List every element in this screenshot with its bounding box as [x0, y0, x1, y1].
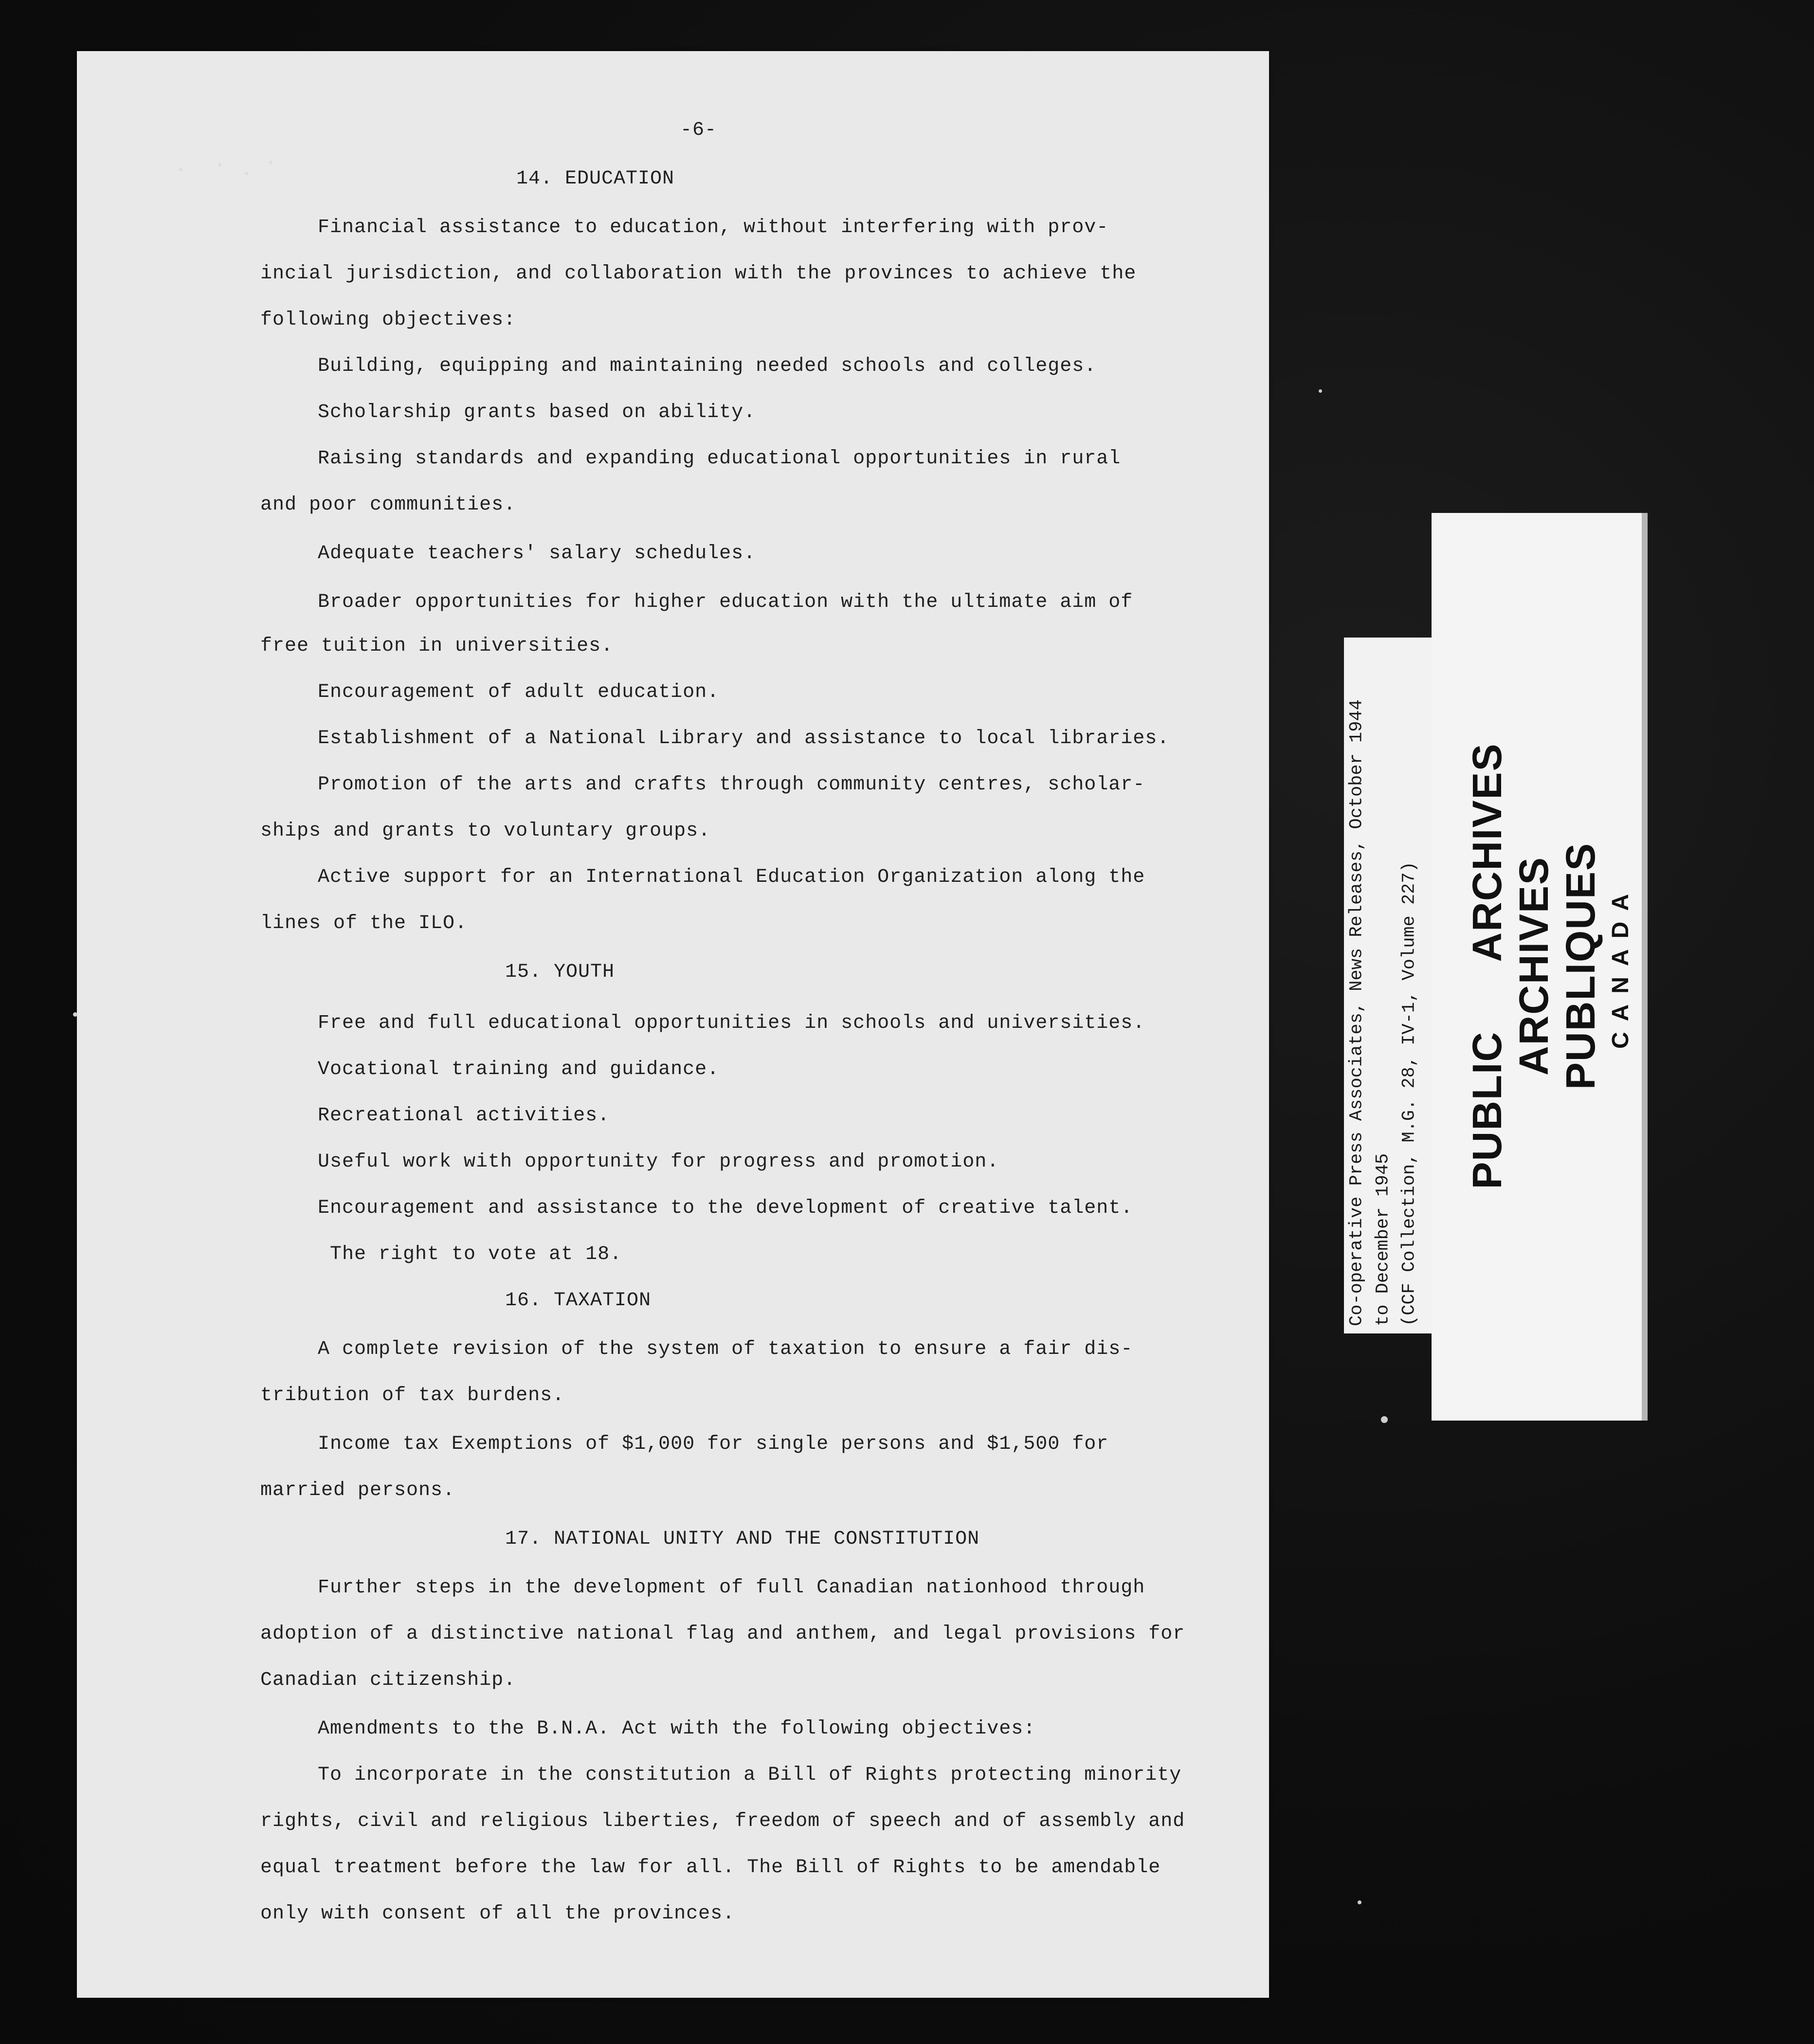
heading-national-unity: 17. NATIONAL UNITY AND THE CONSTITUTION [505, 1528, 980, 1550]
archive-reference-line: Co-operative Press Associates, News Releases, October 1944 [1346, 699, 1367, 1326]
archives-stamp-text [1464, 723, 1633, 1209]
stamp-line-public-archives: PUBLIC ARCHIVES [1464, 743, 1510, 1189]
paragraph-line: Amendments to the B.N.A. Act with the following objectives: [318, 1718, 1036, 1740]
paragraph-line: tribution of tax burdens. [260, 1385, 565, 1406]
paragraph-line: Further steps in the development of full Canadian nationhood through [318, 1577, 1145, 1599]
film-speck [1358, 1900, 1361, 1904]
paragraph-line: Free and full educational opportunities in schools and universities. [318, 1012, 1145, 1034]
paragraph-line: free tuition in universities. [260, 635, 614, 657]
paragraph-line: A complete revision of the system of taxation to ensure a fair dis- [318, 1338, 1133, 1360]
paragraph-line: Adequate teachers' salary schedules. [318, 543, 756, 565]
stamp-line-archives-publiques: ARCHIVES PUBLIQUES [1511, 842, 1603, 1090]
paragraph-line: lines of the ILO. [260, 912, 468, 934]
archive-reference-line: (CCF Collection, M.G. 28, IV-1, Volume 227) [1399, 861, 1420, 1326]
paragraph-line: adoption of a distinctive national flag and anthem, and legal provisions for [260, 1623, 1185, 1645]
paragraph-line: equal treatment before the law for all. The Bill of Rights to be amendable [260, 1857, 1161, 1879]
stamp-line-canada: CANADA [1608, 883, 1633, 1049]
paragraph-line: Scholarship grants based on ability. [318, 402, 756, 423]
paragraph-line: married persons. [260, 1479, 455, 1501]
paragraph-line: Financial assistance to education, without interfering with prov- [318, 217, 1109, 238]
paragraph-line: Vocational training and guidance. [318, 1058, 720, 1080]
film-speck [1319, 389, 1322, 393]
paragraph-line: Building, equipping and maintaining needed schools and colleges. [318, 355, 1097, 377]
paragraph-line: Recreational activities. [318, 1105, 610, 1127]
paragraph-line: rights, civil and religious liberties, freedom of speech and of assembly and [260, 1810, 1185, 1832]
page-corner-marks [179, 153, 296, 182]
paragraph-line: Income tax Exemptions of $1,000 for single persons and $1,500 for [318, 1433, 1109, 1455]
paragraph-line: To incorporate in the constitution a Bill of Rights protecting minority [318, 1764, 1182, 1786]
page-number: -6- [680, 119, 717, 141]
paragraph-line: The right to vote at 18. [330, 1243, 622, 1265]
paragraph-line: Encouragement of adult education. [318, 681, 720, 703]
paragraph-line: incial jurisdiction, and collaboration with the provinces to achieve the [260, 263, 1137, 285]
typewritten-page [77, 51, 1269, 1998]
paragraph-line: Raising standards and expanding educational opportunities in rural [318, 448, 1121, 470]
heading-youth: 15. YOUTH [505, 961, 615, 983]
paragraph-line: Encouragement and assistance to the development of creative talent. [318, 1197, 1133, 1219]
paragraph-line: ships and grants to voluntary groups. [260, 820, 711, 842]
heading-education: 14. EDUCATION [516, 168, 675, 190]
paragraph-line: and poor communities. [260, 494, 516, 516]
paragraph-line: Establishment of a National Library and assistance to local libraries. [318, 728, 1170, 749]
paragraph-line: only with consent of all the provinces. [260, 1903, 735, 1925]
paragraph-line: following objectives: [260, 309, 516, 331]
paragraph-line: Broader opportunities for higher education with the ultimate aim of [318, 591, 1133, 613]
paragraph-line: Canadian citizenship. [260, 1669, 516, 1691]
heading-taxation: 16. TAXATION [505, 1290, 652, 1312]
archive-reference-line: to December 1945 [1373, 1153, 1394, 1326]
film-speck [1381, 1416, 1388, 1423]
paragraph-line: Useful work with opportunity for progress and promotion. [318, 1151, 999, 1173]
paragraph-line: Active support for an International Education Organization along the [318, 866, 1145, 888]
paragraph-line: Promotion of the arts and crafts through community centres, scholar- [318, 774, 1145, 796]
film-speck [73, 1012, 77, 1017]
archive-reference-text [1344, 645, 1432, 1326]
